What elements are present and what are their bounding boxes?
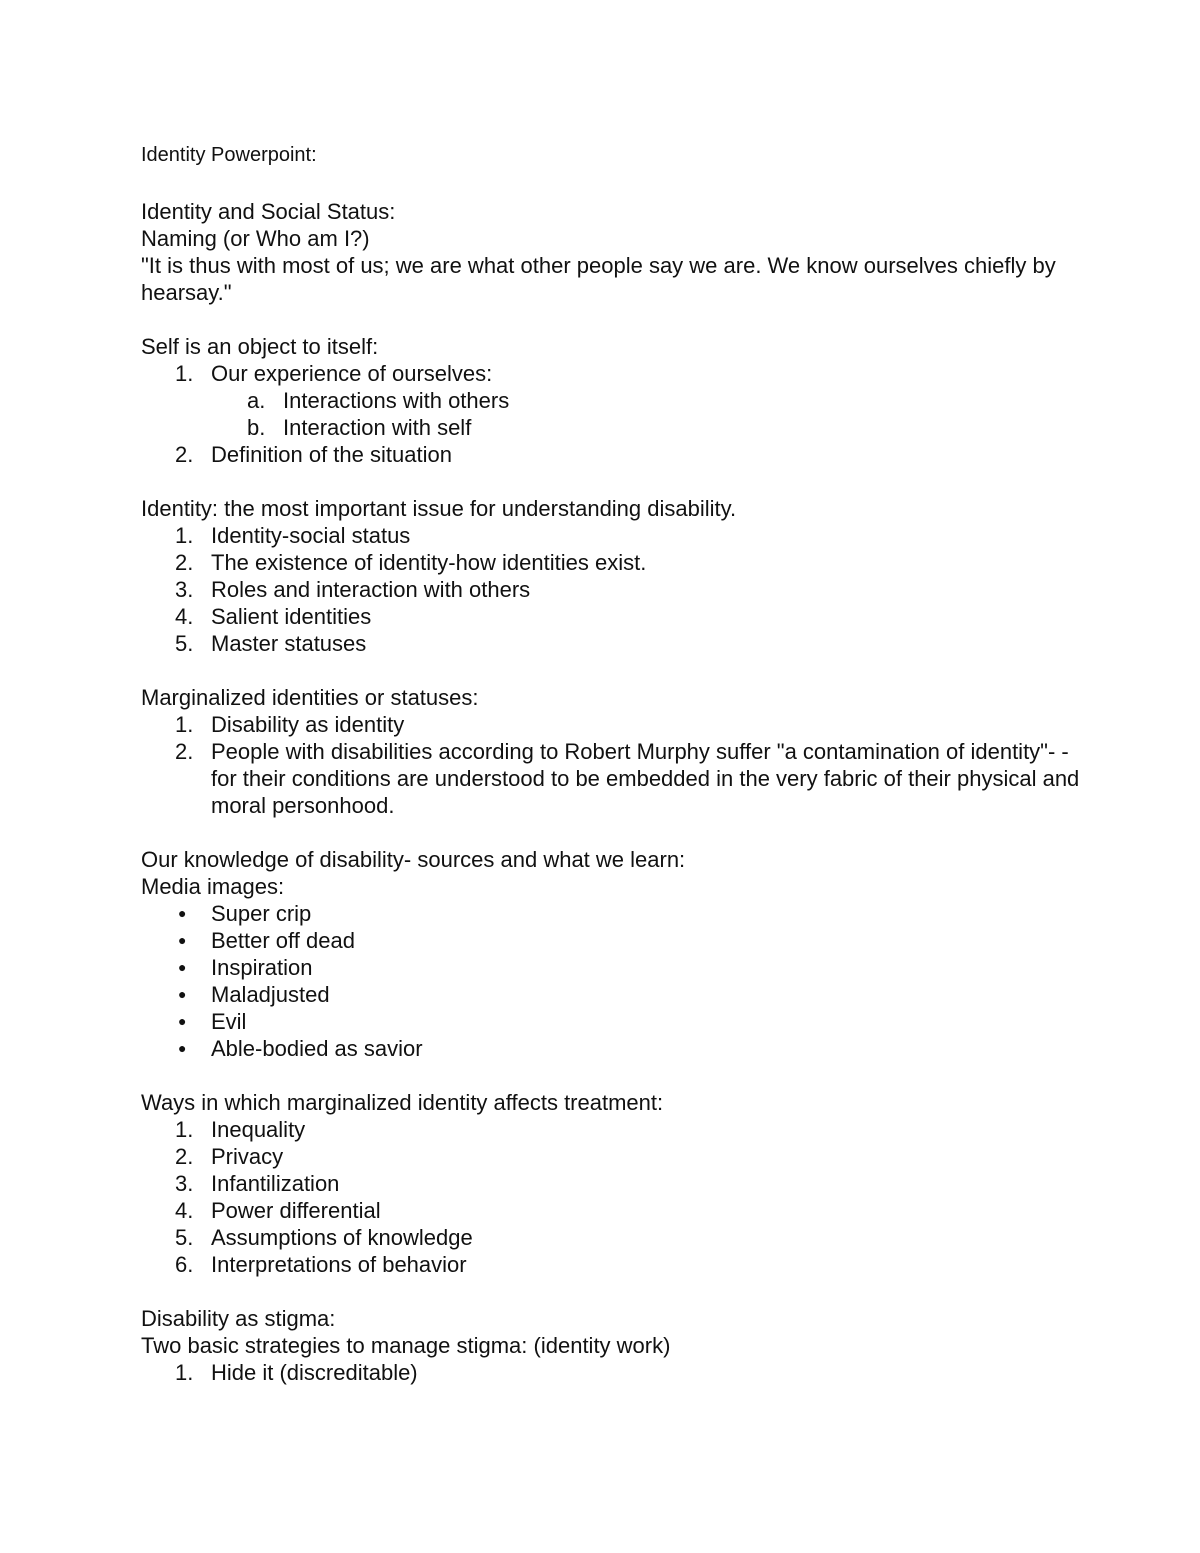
document-page: [141, 143, 1081, 1386]
list-item-text: Interactions with others: [283, 388, 510, 413]
list-item: [141, 1116, 1081, 1143]
list-item: [141, 711, 1081, 738]
section-heading-self-object: Self is an object to itself:: [141, 334, 379, 359]
list-item: [141, 1143, 1081, 1170]
list-item-text: Inequality: [211, 1117, 306, 1142]
list-item-text: Privacy: [211, 1144, 284, 1169]
list-marker: 3.: [175, 1171, 194, 1196]
list-marker: 6.: [175, 1252, 194, 1277]
list-item: [141, 1035, 1081, 1062]
bullet-icon: ●: [178, 1040, 187, 1056]
list-item: [141, 1251, 1081, 1278]
list-item: [141, 387, 1081, 414]
list-item: [141, 1008, 1081, 1035]
list-item-text: Our experience of ourselves:: [211, 361, 493, 386]
section-subheading-naming: Naming (or Who am I?): [141, 226, 370, 251]
list-item: [141, 414, 1081, 441]
list-item-text: Inspiration: [211, 955, 313, 980]
list-item: [141, 927, 1081, 954]
list-item-text: Master statuses: [211, 631, 367, 656]
self-object-list: [141, 360, 1081, 387]
list-item: [141, 738, 1081, 819]
list-item-text: Definition of the situation: [211, 442, 452, 467]
list-item: [141, 630, 1081, 657]
section-heading-identity-issue: Identity: the most important issue for understanding disability.: [141, 496, 737, 521]
list-marker: 4.: [175, 1198, 194, 1223]
identity-issue-list: [141, 522, 1081, 657]
list-item: [141, 522, 1081, 549]
list-item-text: Disability as identity: [211, 712, 405, 737]
treatment-effects-list: [141, 1116, 1081, 1278]
list-item: [141, 900, 1081, 927]
list-item: [141, 981, 1081, 1008]
bullet-icon: ●: [178, 905, 187, 921]
list-item-text: Roles and interaction with others: [211, 577, 531, 602]
list-item-text: Infantilization: [211, 1171, 340, 1196]
list-marker: 1.: [175, 712, 194, 737]
list-item-text: People with disabilities according to Robert Murphy suffer "a contamination of identity"- - for their conditions are understood to be embedded in the very fabric of their physical and moral personhood.: [211, 739, 1080, 818]
list-item-text: Able-bodied as savior: [211, 1036, 423, 1061]
section-subheading-media-images: Media images:: [141, 874, 285, 899]
list-marker: 5.: [175, 1225, 194, 1250]
list-marker: 4.: [175, 604, 194, 629]
list-item-text: Hide it (discreditable): [211, 1360, 418, 1385]
list-item-text: Assumptions of knowledge: [211, 1225, 473, 1250]
list-marker: 2.: [175, 739, 194, 764]
list-item: [141, 360, 1081, 387]
list-marker: 2.: [175, 1144, 194, 1169]
list-marker: 3.: [175, 577, 194, 602]
list-marker: b.: [247, 415, 266, 440]
section-heading-treatment-effects: Ways in which marginalized identity affects treatment:: [141, 1090, 664, 1115]
list-item-text: Salient identities: [211, 604, 372, 629]
marginalized-identities-list: [141, 711, 1081, 819]
list-item: [141, 1197, 1081, 1224]
section-heading-knowledge-of-disability: Our knowledge of disability- sources and what we learn:: [141, 847, 686, 872]
list-item-text: Evil: [211, 1009, 247, 1034]
list-item: [141, 441, 1081, 468]
section-subheading-stigma-strategies: Two basic strategies to manage stigma: (identity work): [141, 1333, 671, 1358]
section-heading-marginalized-identities: Marginalized identities or statuses:: [141, 685, 479, 710]
list-item: [141, 576, 1081, 603]
list-marker: 2.: [175, 442, 194, 467]
stigma-strategies-list: [141, 1359, 1081, 1386]
list-item-text: Better off dead: [211, 928, 355, 953]
list-marker: a.: [247, 388, 266, 413]
media-images-list: [141, 900, 1081, 1062]
document-title: Identity Powerpoint:: [141, 144, 317, 166]
bullet-icon: ●: [178, 986, 187, 1002]
quote-hearsay: "It is thus with most of us; we are what other people say we are. We know ourselves chiefly by hearsay.": [141, 253, 1056, 305]
list-item-text: Super crip: [211, 901, 312, 926]
section-heading-identity-social-status: Identity and Social Status:: [141, 199, 396, 224]
list-marker: 1.: [175, 361, 194, 386]
list-marker: 1.: [175, 1117, 194, 1142]
list-item: [141, 954, 1081, 981]
list-marker: 5.: [175, 631, 194, 656]
list-item: [141, 549, 1081, 576]
section-heading-disability-stigma: Disability as stigma:: [141, 1306, 336, 1331]
bullet-icon: ●: [178, 932, 187, 948]
list-item: [141, 1170, 1081, 1197]
bullet-icon: ●: [178, 959, 187, 975]
list-item-text: Interpretations of behavior: [211, 1252, 467, 1277]
list-item-text: Power differential: [211, 1198, 381, 1223]
list-item-text: Maladjusted: [211, 982, 330, 1007]
list-item-text: Interaction with self: [283, 415, 472, 440]
list-marker: 1.: [175, 523, 194, 548]
list-marker: 1.: [175, 1360, 194, 1385]
list-item: [141, 603, 1081, 630]
list-item-text: Identity-social status: [211, 523, 411, 548]
list-item: [141, 1359, 1081, 1386]
self-object-sublist: [141, 387, 1081, 441]
bullet-icon: ●: [178, 1013, 187, 1029]
list-item: [141, 1224, 1081, 1251]
list-marker: 2.: [175, 550, 194, 575]
list-item-text: The existence of identity-how identities exist.: [211, 550, 647, 575]
self-object-list-continued: [141, 441, 1081, 468]
